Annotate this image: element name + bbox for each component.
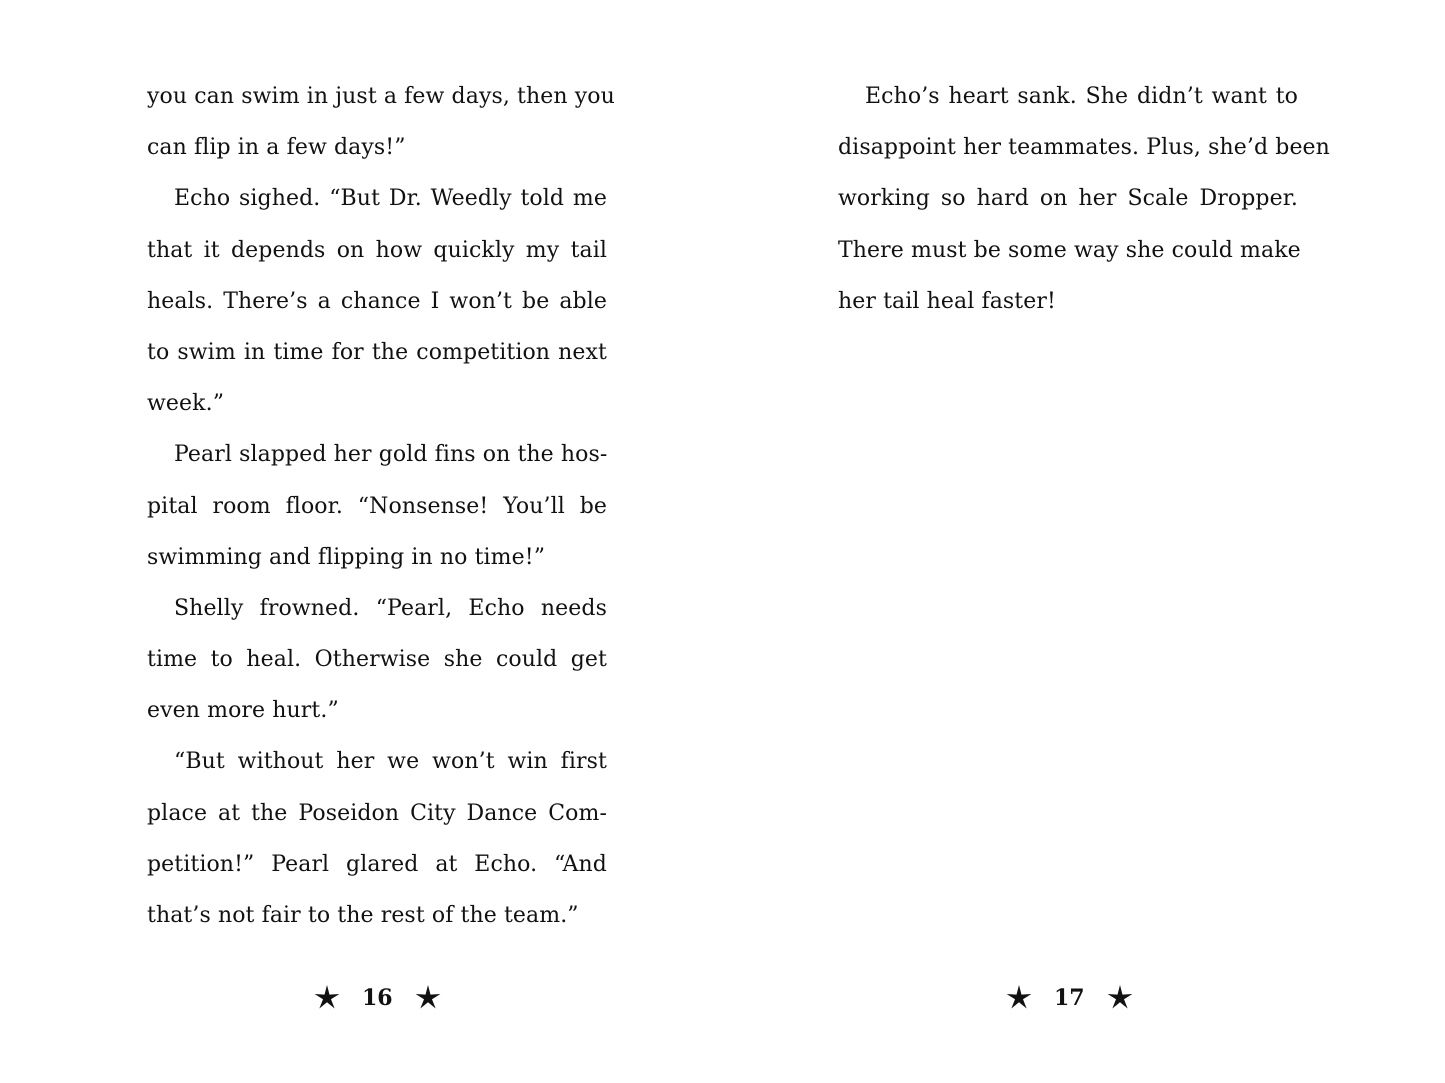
text-line: Shelly frowned. “Pearl, Echo needs bbox=[174, 595, 607, 621]
page-number: 16 bbox=[362, 985, 393, 1011]
right-page bbox=[722, 0, 1445, 1083]
star-icon bbox=[1106, 984, 1134, 1012]
text-line: working so hard on her Scale Dropper. bbox=[838, 186, 1298, 212]
text-line: swimming and flipping in no time!” bbox=[147, 544, 546, 570]
text-line: Echo sighed. “But Dr. Weedly told me bbox=[174, 186, 607, 212]
star-icon bbox=[313, 984, 341, 1012]
text-line: week.” bbox=[147, 391, 225, 417]
right-page-text bbox=[838, 71, 1330, 327]
text-line: place at the Poseidon City Dance Com- bbox=[147, 800, 607, 826]
text-line: to swim in time for the competition next bbox=[147, 339, 607, 365]
right-page-footer bbox=[1005, 978, 1134, 1018]
text-line: Pearl slapped her gold fins on the hos- bbox=[174, 442, 608, 468]
text-line: you can swim in just a few days, then you bbox=[147, 84, 615, 109]
text-line: time to heal. Otherwise she could get bbox=[147, 647, 607, 673]
text-line: that’s not fair to the rest of the team.” bbox=[147, 903, 579, 928]
text-line: disappoint her teammates. Plus, she’d been bbox=[838, 135, 1330, 161]
text-line: can flip in a few days!” bbox=[147, 135, 406, 161]
text-line: that it depends on how quickly my tail bbox=[147, 237, 607, 263]
star-icon bbox=[1005, 984, 1033, 1012]
left-page bbox=[0, 0, 722, 1083]
text-line: pital room floor. “Nonsense! You’ll be bbox=[147, 493, 607, 519]
page-number: 17 bbox=[1054, 985, 1085, 1011]
text-line: There must be some way she could make bbox=[838, 237, 1301, 263]
star-icon bbox=[414, 984, 442, 1012]
left-page-footer bbox=[313, 978, 442, 1018]
text-line: petition!” Pearl glared at Echo. “And bbox=[147, 851, 607, 877]
text-line: her tail heal faster! bbox=[838, 288, 1056, 314]
text-line: even more hurt.” bbox=[147, 698, 339, 724]
text-line: “But without her we won’t win first bbox=[174, 749, 607, 775]
left-page-text bbox=[147, 71, 615, 941]
text-line: Echo’s heart sank. She didn’t want to bbox=[865, 84, 1298, 109]
text-line: heals. There’s a chance I won’t be able bbox=[147, 288, 607, 314]
